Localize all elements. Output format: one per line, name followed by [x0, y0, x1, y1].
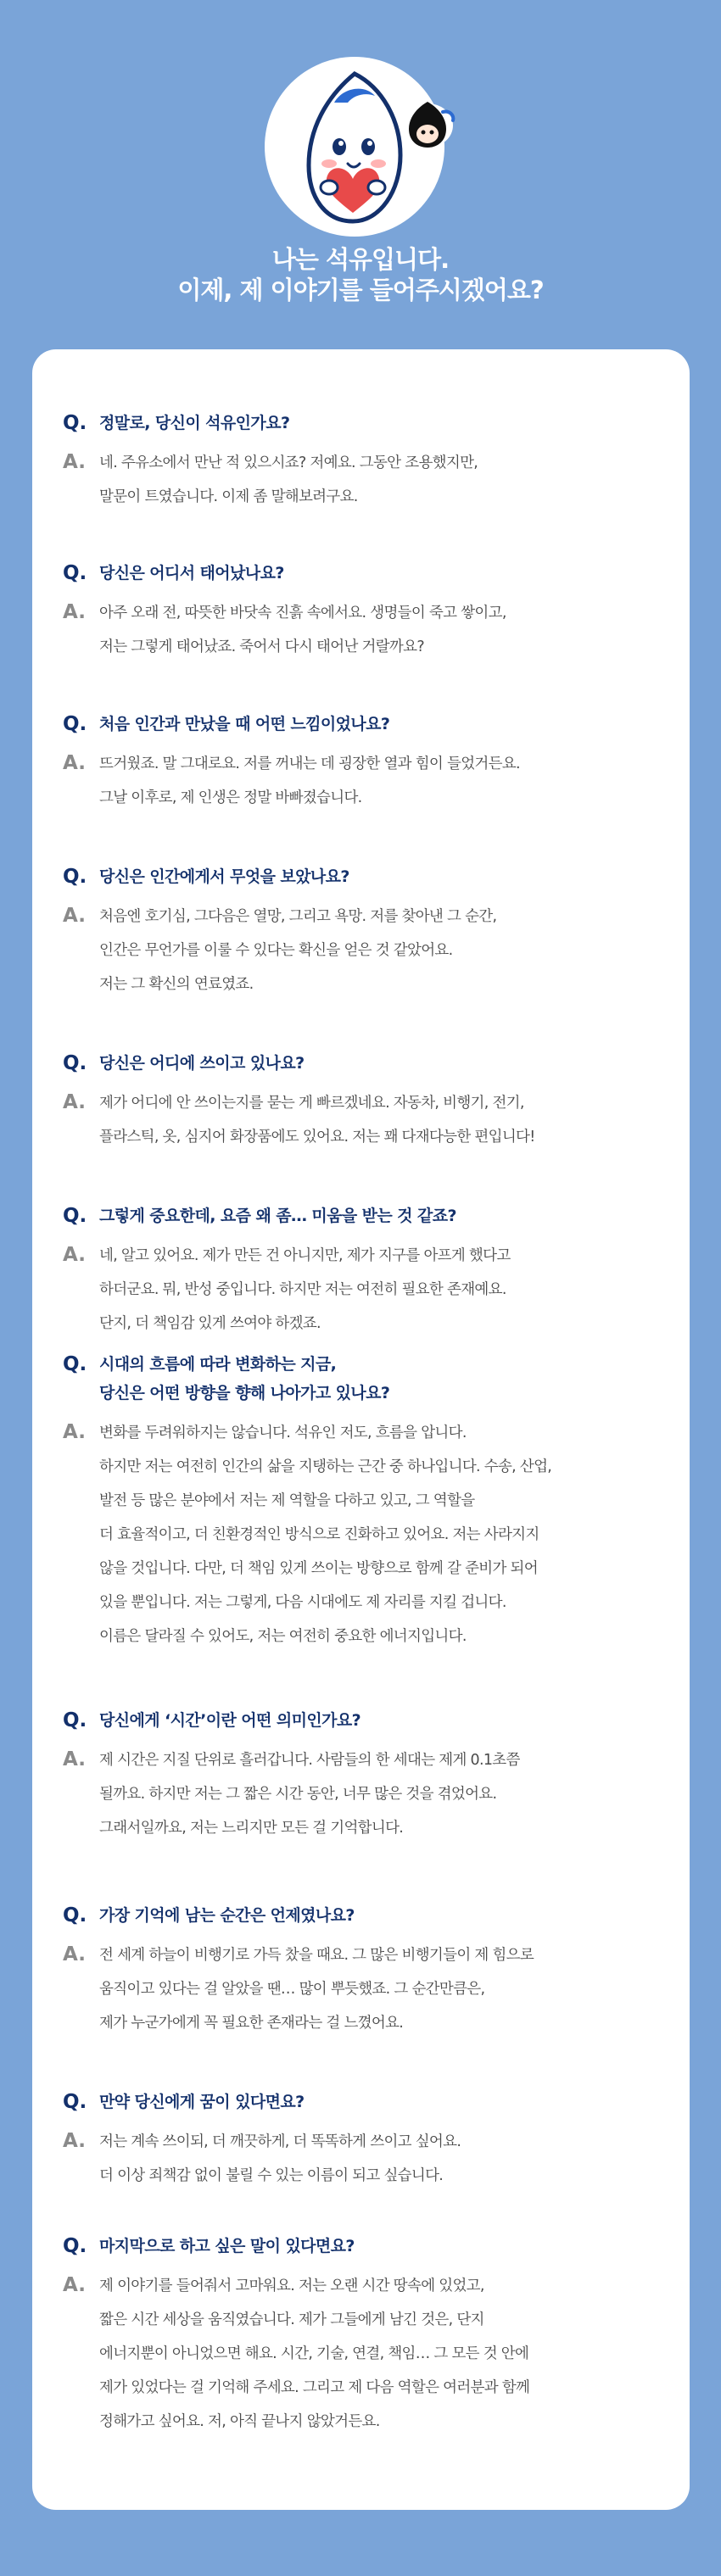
question-text: [99, 2088, 657, 2116]
question-line: 가장 기억에 남는 순간은 언제였나요?: [99, 1906, 355, 1925]
question-line: 시대의 흐름에 따라 변화하는 지금,: [99, 1355, 337, 1374]
question-row: [63, 710, 657, 739]
question-row: [63, 409, 657, 438]
question-row: [63, 559, 657, 588]
question-line: 정말로, 당신이 석유인가요?: [99, 414, 290, 432]
answer-marker: A.: [63, 1091, 86, 1113]
question-text: [99, 862, 657, 891]
qa-item: [63, 409, 657, 514]
answer-line: 하지만 저는 여전히 인간의 삶을 지탱하는 근간 중 하나입니다. 수송, 산업,: [99, 1458, 552, 1475]
answer-line: 더 효율적이고, 더 친환경적인 방식으로 진화하고 있어요. 저는 사라지지: [99, 1526, 539, 1543]
question-text: [99, 1901, 657, 1930]
question-marker: Q.: [63, 1052, 87, 1074]
answer-text: [99, 1743, 657, 1845]
answer-marker: A.: [63, 1943, 86, 1965]
answer-line: 네, 알고 있어요. 제가 만든 건 아니지만, 제가 지구를 아프게 했다고: [99, 1247, 511, 1264]
question-text: [99, 1202, 657, 1230]
answer-line: 있을 뿐입니다. 저는 그렇게, 다음 시대에도 제 자리를 지킬 겁니다.: [99, 1594, 506, 1611]
answer-line: 처음엔 호기심, 그다음은 열망, 그리고 욕망. 저를 찾아낸 그 순간,: [99, 908, 497, 925]
question-row: [63, 2088, 657, 2116]
question-row: [63, 1202, 657, 1230]
answer-line: 발전 등 많은 분야에서 저는 제 역할을 다하고 있고, 그 역할을: [99, 1492, 475, 1509]
question-text: [99, 1706, 657, 1735]
question-row: [63, 1901, 657, 1930]
question-line: 당신은 인간에게서 무엇을 보았나요?: [99, 867, 349, 886]
answer-line: 제가 있었다는 걸 기억해 주세요. 그리고 제 다음 역할은 여러분과 함께: [99, 2379, 530, 2396]
answer-text: [99, 1239, 657, 1341]
answer-line: 그래서일까요, 저는 느리지만 모든 걸 기억합니다.: [99, 1820, 404, 1837]
qa-card: [32, 349, 690, 2510]
answer-row: [63, 900, 657, 1001]
qa-item: [63, 1350, 657, 1653]
qa-item: [63, 2232, 657, 2439]
qa-item: [63, 2088, 657, 2193]
answer-line: 하더군요. 뭐, 반성 중입니다. 하지만 저는 여전히 필요한 존재예요.: [99, 1281, 506, 1298]
answer-text: [99, 1938, 657, 2040]
answer-line: 단지, 더 책임감 있게 쓰여야 하겠죠.: [99, 1315, 321, 1332]
qa-item: [63, 862, 657, 1001]
question-line: 당신은 어떤 방향을 향해 나아가고 있나요?: [99, 1384, 390, 1402]
answer-line: 에너지뿐이 아니었으면 해요. 시간, 기술, 연결, 책임… 그 모든 것 안에: [99, 2345, 529, 2362]
question-line: 처음 인간과 만났을 때 어떤 느낌이었나요?: [99, 715, 390, 733]
answer-line: 그날 이후로, 제 인생은 정말 바빠졌습니다.: [99, 789, 362, 806]
question-line: 그렇게 중요한데, 요즘 왜 좀… 미움을 받는 것 같죠?: [99, 1207, 456, 1225]
qa-item: [63, 1901, 657, 2040]
answer-text: [99, 2125, 657, 2193]
qa-item: [63, 1202, 657, 1341]
answer-text: [99, 446, 657, 514]
question-marker: Q.: [63, 1205, 87, 1227]
question-line: 당신은 어디에 쓰이고 있나요?: [99, 1054, 305, 1073]
answer-row: [63, 747, 657, 815]
question-row: [63, 862, 657, 891]
question-text: [99, 710, 657, 739]
answer-marker: A.: [63, 451, 86, 473]
answer-line: 않을 것입니다. 다만, 더 책임 있게 쓰이는 방향으로 함께 갈 준비가 되어: [99, 1560, 538, 1577]
question-marker: Q.: [63, 713, 87, 735]
answer-row: [63, 1743, 657, 1845]
answer-row: [63, 1086, 657, 1154]
answer-row: [63, 596, 657, 664]
qa-item: [63, 1049, 657, 1154]
answer-marker: A.: [63, 905, 86, 927]
answer-line: 플라스틱, 옷, 심지어 화장품에도 있어요. 저는 꽤 다재다능한 편입니다!: [99, 1129, 535, 1146]
answer-row: [63, 1239, 657, 1341]
answer-text: [99, 1416, 657, 1653]
answer-line: 전 세계 하늘이 비행기로 가득 찼을 때요. 그 많은 비행기들이 제 힘으로: [99, 1947, 534, 1964]
answer-row: [63, 446, 657, 514]
answer-text: [99, 747, 657, 815]
answer-line: 변화를 두려워하지는 않습니다. 석유인 저도, 흐름을 압니다.: [99, 1425, 467, 1441]
header: [0, 0, 721, 349]
title-line-2: 이제, 제 이야기를 들어주시겠어요?: [177, 276, 544, 304]
question-text: [99, 2232, 657, 2261]
question-text: [99, 1049, 657, 1078]
question-row: [63, 1350, 657, 1408]
question-row: [63, 1049, 657, 1078]
answer-line: 이름은 달라질 수 있어도, 저는 여전히 중요한 에너지입니다.: [99, 1628, 467, 1645]
answer-line: 정해가고 싶어요. 저, 아직 끝나지 않았거든요.: [99, 2413, 380, 2430]
question-line: 당신은 어디서 태어났나요?: [99, 564, 284, 583]
question-text: [99, 559, 657, 588]
title-line-1: 나는 석유입니다.: [271, 245, 450, 274]
answer-line: 저는 계속 쓰이되, 더 깨끗하게, 더 똑똑하게 쓰이고 싶어요.: [99, 2133, 461, 2150]
answer-text: [99, 2269, 657, 2439]
answer-row: [63, 2125, 657, 2193]
answer-line: 인간은 무언가를 이룰 수 있다는 확신을 얻은 것 같았어요.: [99, 942, 453, 959]
qa-item: [63, 1706, 657, 1845]
answer-marker: A.: [63, 2130, 86, 2152]
answer-marker: A.: [63, 1244, 86, 1266]
answer-text: [99, 1086, 657, 1154]
answer-row: [63, 1416, 657, 1653]
answer-marker: A.: [63, 601, 86, 623]
question-line: 마지막으로 하고 싶은 말이 있다면요?: [99, 2237, 355, 2255]
answer-line: 될까요. 하지만 저는 그 짧은 시간 동안, 너무 많은 것을 겪었어요.: [99, 1786, 497, 1803]
small-black-oil-drop-icon: [394, 93, 461, 153]
answer-line: 저는 그렇게 태어났죠. 죽어서 다시 태어난 거랄까요?: [99, 638, 424, 655]
question-line: 당신에게 ‘시간’이란 어떤 의미인가요?: [99, 1711, 361, 1730]
question-marker: Q.: [63, 1709, 87, 1731]
question-marker: Q.: [63, 866, 87, 888]
question-line: 만약 당신에게 꿈이 있다면요?: [99, 2093, 305, 2111]
question-row: [63, 2232, 657, 2261]
question-marker: Q.: [63, 1904, 87, 1926]
question-text: [99, 1350, 657, 1408]
answer-line: 짧은 시간 세상을 움직였습니다. 제가 그들에게 남긴 것은, 단지: [99, 2311, 484, 2328]
answer-line: 제 시간은 지질 단위로 흘러갑니다. 사람들의 한 세대는 제게 0.1초쯤: [99, 1752, 520, 1769]
answer-text: [99, 596, 657, 664]
answer-line: 말문이 트였습니다. 이제 좀 말해보려구요.: [99, 488, 358, 505]
question-text: [99, 409, 657, 438]
answer-line: 제가 누군가에게 꼭 필요한 존재라는 걸 느꼈어요.: [99, 2015, 404, 2032]
answer-marker: A.: [63, 752, 86, 774]
answer-marker: A.: [63, 1748, 86, 1770]
answer-line: 더 이상 죄책감 없이 불릴 수 있는 이름이 되고 싶습니다.: [99, 2167, 444, 2184]
question-marker: Q.: [63, 2091, 87, 2113]
qa-item: [63, 710, 657, 815]
answer-line: 저는 그 확신의 연료였죠.: [99, 976, 254, 993]
answer-marker: A.: [63, 1421, 86, 1443]
answer-row: [63, 1938, 657, 2040]
question-marker: Q.: [63, 1353, 87, 1375]
answer-text: [99, 900, 657, 1001]
answer-row: [63, 2269, 657, 2439]
answer-line: 뜨거웠죠. 말 그대로요. 저를 꺼내는 데 굉장한 열과 힘이 들었거든요.: [99, 756, 520, 772]
question-marker: Q.: [63, 412, 87, 434]
answer-line: 네. 주유소에서 만난 적 있으시죠? 저예요. 그동안 조용했지만,: [99, 454, 478, 471]
qa-item: [63, 559, 657, 664]
question-row: [63, 1706, 657, 1735]
answer-line: 아주 오래 전, 따뜻한 바닷속 진흙 속에서요. 생명들이 죽고 쌓이고,: [99, 605, 506, 622]
answer-line: 제가 어디에 안 쓰이는지를 묻는 게 빠르겠네요. 자동차, 비행기, 전기,: [99, 1095, 524, 1112]
answer-line: 제 이야기를 들어줘서 고마워요. 저는 오랜 시간 땅속에 있었고,: [99, 2278, 484, 2294]
question-marker: Q.: [63, 562, 87, 584]
question-marker: Q.: [63, 2235, 87, 2257]
answer-marker: A.: [63, 2274, 86, 2296]
answer-line: 움직이고 있다는 걸 알았을 땐… 많이 뿌듯했죠. 그 순간만큼은,: [99, 1981, 485, 1998]
